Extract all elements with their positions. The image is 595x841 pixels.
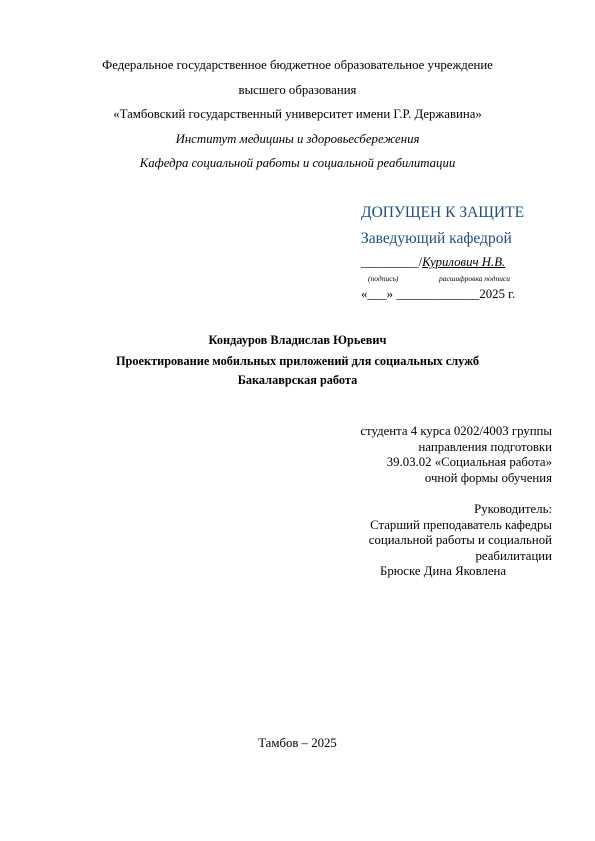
university-line-3: «Тамбовский государственный университет имени Г.Р. Державина» bbox=[113, 107, 482, 121]
approval-role: Заведующий кафедрой bbox=[361, 230, 512, 247]
supervisor-line-1: Руководитель: bbox=[474, 502, 552, 516]
approval-signature-line bbox=[361, 255, 505, 270]
city-year: Тамбов – 2025 bbox=[258, 736, 337, 750]
student-info bbox=[360, 424, 552, 486]
signature-blank: _________/ bbox=[361, 255, 423, 269]
supervisor-line-4: реабилитации bbox=[475, 548, 552, 563]
head-name: Курилович Н.В. bbox=[422, 255, 506, 269]
approval-title: ДОПУЩЕН К ЗАЩИТЕ bbox=[361, 204, 525, 221]
institute-name: Институт медицины и здоровьесбережения bbox=[175, 132, 420, 146]
student-line-1: студента 4 курса 0202/4003 группы bbox=[360, 424, 552, 438]
department-name: Кафедра социальной работы и социальной реабилитации bbox=[139, 156, 456, 170]
supervisor-info bbox=[369, 502, 552, 564]
university-line-1: Федеральное государственное бюджетное образовательное учреждение bbox=[102, 58, 493, 72]
author-name: Кондауров Владислав Юрьевич bbox=[208, 333, 387, 347]
work-type: Бакалаврская работа bbox=[237, 373, 358, 387]
student-line-4: очной формы обучения bbox=[424, 470, 552, 485]
student-line-2: направления подготовки bbox=[418, 439, 552, 454]
student-line-3: 39.03.02 «Социальная работа» bbox=[386, 455, 552, 469]
university-line-2: высшего образования bbox=[238, 83, 357, 97]
supervisor-name: Брюске Дина Яковлена bbox=[380, 564, 507, 578]
supervisor-line-3: социальной работы и социальной bbox=[368, 533, 552, 547]
work-topic: Проектирование мобильных приложений для социальных служб bbox=[115, 354, 480, 368]
supervisor-line-2: Старший преподаватель кафедры bbox=[370, 517, 552, 532]
decode-caption: расшифровка подписи bbox=[439, 274, 511, 283]
signature-caption: (подпись) bbox=[368, 274, 399, 283]
approval-date-line: «___» _____________2025 г. bbox=[361, 287, 516, 301]
